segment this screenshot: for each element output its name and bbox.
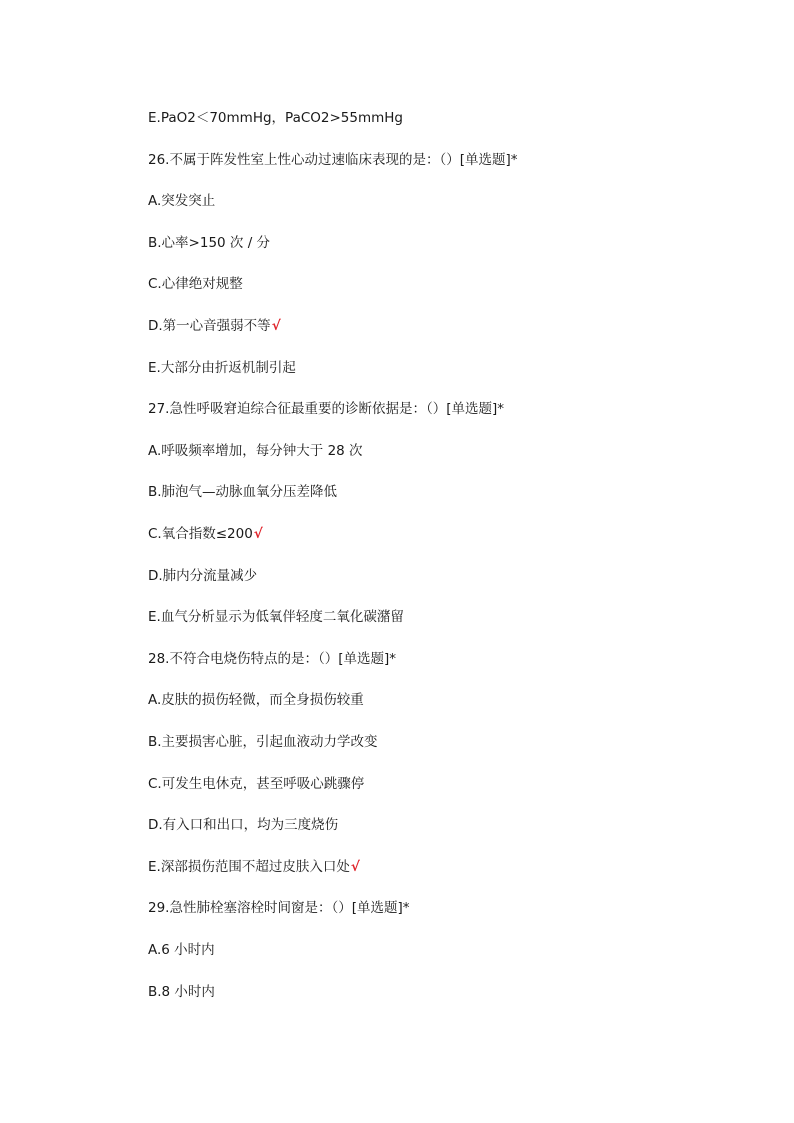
line-text: 27.急性呼吸窘迫综合征最重要的诊断依据是：（）[单选题]*	[148, 401, 505, 417]
line-text: E.血气分析显示为低氧伴轻度二氧化碳潴留	[148, 609, 404, 625]
correct-mark: √	[253, 526, 263, 542]
question-26	[148, 151, 519, 169]
option-d-q27	[148, 567, 258, 585]
line-text: C.氧合指数≤200	[148, 526, 253, 542]
line-text: 29.急性肺栓塞溶栓时间窗是：（）[单选题]*	[148, 900, 410, 916]
line-text: B.肺泡气—动脉血氧分压差降低	[148, 484, 338, 500]
line-text: A.突发突止	[148, 193, 216, 209]
option-a-q27	[148, 442, 364, 460]
line-text: A.呼吸频率增加，每分钟大于 28 次	[148, 443, 363, 459]
line-text: B.心率>150 次 / 分	[148, 235, 271, 251]
option-e-q26	[148, 359, 297, 377]
line-text: A.皮肤的损伤轻微，而全身损伤较重	[148, 692, 364, 708]
option-b-q27	[148, 483, 338, 501]
line-text: 26.不属于阵发性室上性心动过速临床表现的是：（）[单选题]*	[148, 152, 518, 168]
line-text: E.大部分由折返机制引起	[148, 360, 296, 376]
line-text: B.8 小时内	[148, 984, 215, 1000]
line-text: D.第一心音强弱不等	[148, 318, 271, 334]
option-c-q27	[148, 525, 263, 543]
option-b-q26	[148, 234, 271, 252]
option-c-q28	[148, 775, 365, 793]
option-e-q27	[148, 608, 405, 626]
line-text: B.主要损害心脏，引起血液动力学改变	[148, 734, 378, 750]
option-b-q28	[148, 733, 379, 751]
question-28	[148, 650, 397, 668]
line-text: D.有入口和出口，均为三度烧伤	[148, 817, 339, 833]
option-a-q26	[148, 192, 216, 210]
option-d-q26	[148, 317, 281, 335]
option-e-q25	[148, 109, 404, 127]
line-text: D.肺内分流量减少	[148, 568, 258, 584]
option-e-q28	[148, 858, 360, 876]
option-b-q29	[148, 983, 216, 1001]
question-27	[148, 400, 505, 418]
option-a-q29	[148, 941, 216, 959]
line-text: A.6 小时内	[148, 942, 215, 958]
option-d-q28	[148, 816, 339, 834]
line-text: E.PaO2＜70mmHg，PaCO2>55mmHg	[148, 110, 404, 126]
option-c-q26	[148, 275, 244, 293]
line-text: 28.不符合电烧伤特点的是：（）[单选题]*	[148, 651, 397, 667]
line-text: E.深部损伤范围不超过皮肤入口处	[148, 859, 350, 875]
option-a-q28	[148, 691, 365, 709]
line-text: C.心律绝对规整	[148, 276, 243, 292]
correct-mark: √	[271, 318, 281, 334]
correct-mark: √	[350, 859, 360, 875]
question-29	[148, 899, 411, 917]
line-text: C.可发生电休克，甚至呼吸心跳骤停	[148, 776, 365, 792]
